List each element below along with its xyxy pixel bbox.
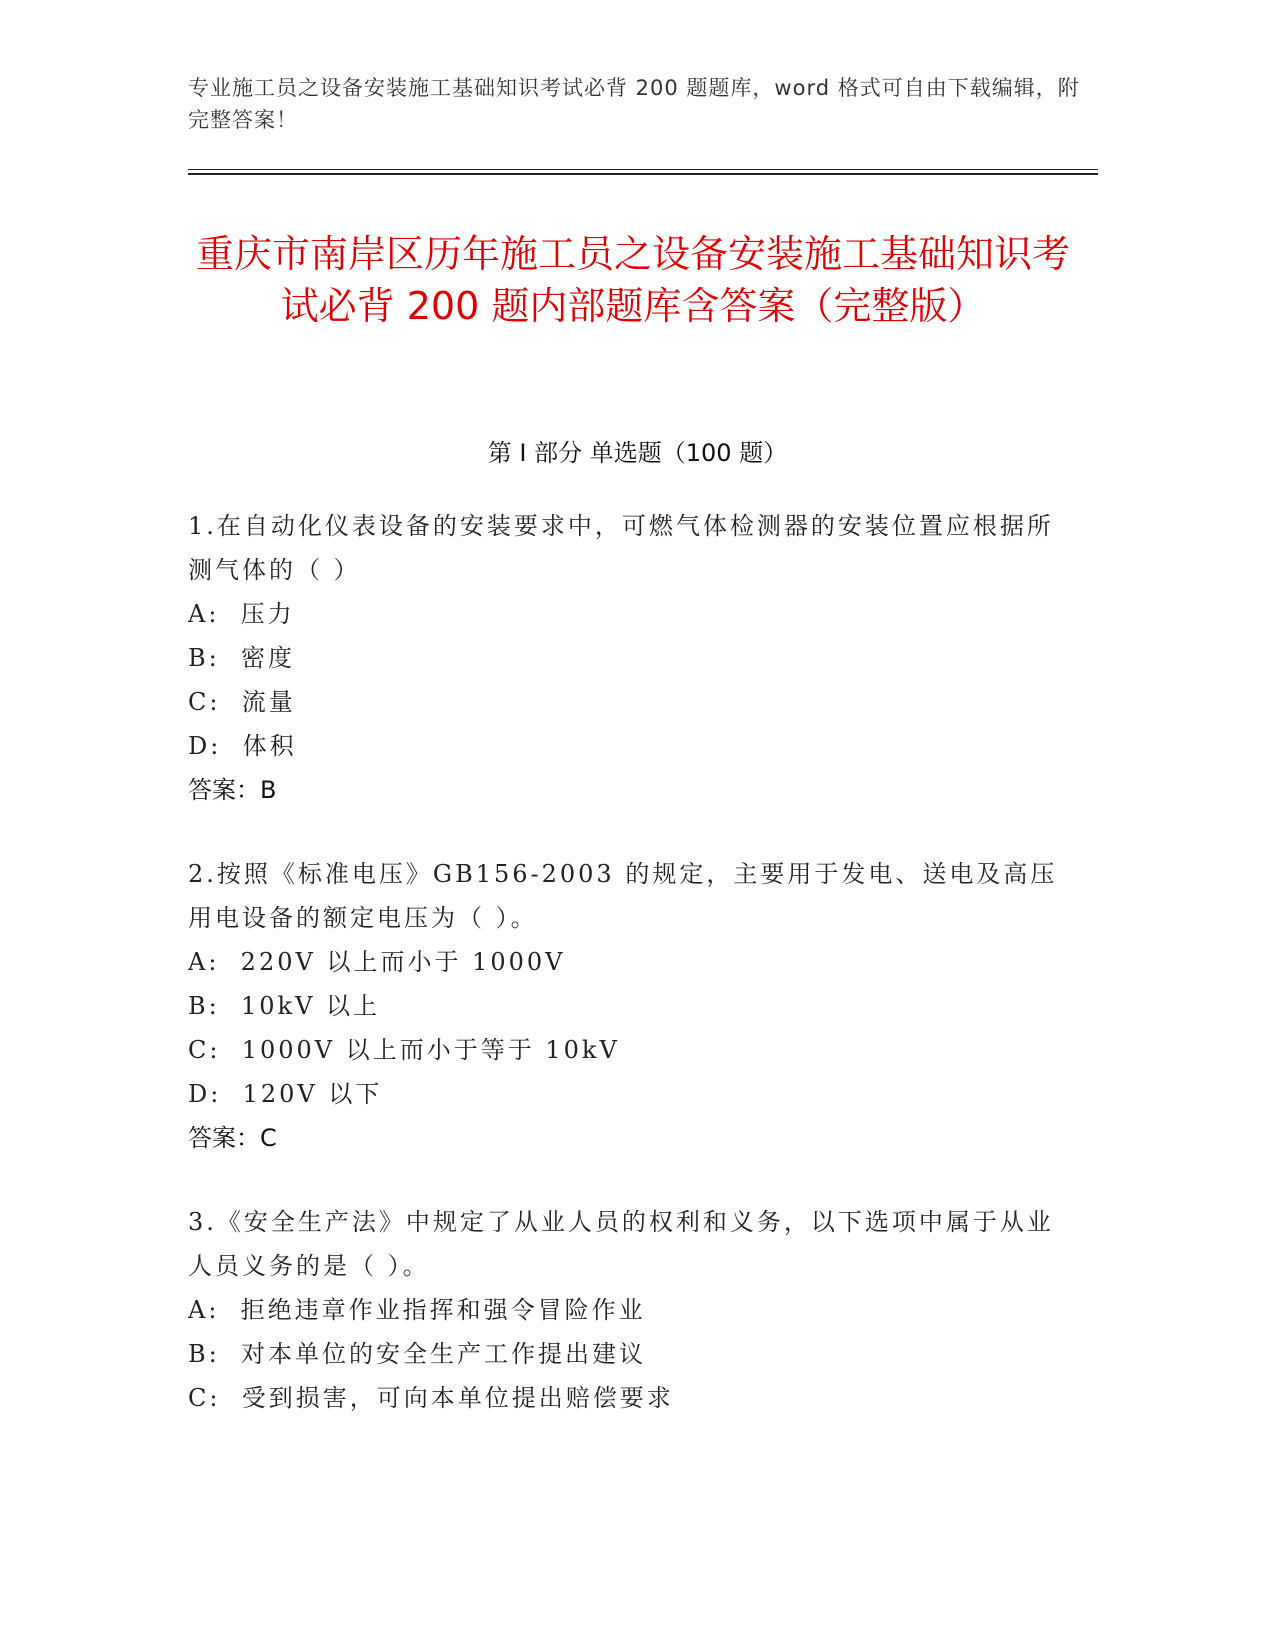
- question-3: [188, 1200, 1068, 1420]
- question-stem: 3.《安全生产法》中规定了从业人员的权利和义务，以下选项中属于从业人员义务的是（ ）。: [188, 1208, 1054, 1280]
- option-d: D: 120V 以下: [188, 1080, 383, 1108]
- header-rule-top: [188, 169, 1098, 170]
- header-note: 专业施工员之设备安装施工基础知识考试必背 200 题题库，word 格式可自由下载编辑，附完整答案！: [188, 76, 1080, 132]
- option-a: A: 220V 以上而小于 1000V: [188, 948, 566, 976]
- section-title: 第 I 部分 单选题（100 题）: [487, 439, 788, 467]
- question-stem: 1.在自动化仪表设备的安装要求中，可燃气体检测器的安装位置应根据所测气体的（ ）: [188, 512, 1054, 584]
- answer: 答案：B: [188, 776, 277, 804]
- option-c: C: 流量: [188, 688, 296, 716]
- question-stem: 2.按照《标准电压》GB156-2003 的规定，主要用于发电、送电及高压用电设备的额定电压为（ ）。: [188, 860, 1058, 932]
- question-1: [188, 504, 1068, 812]
- option-c: C: 1000V 以上而小于等于 10kV: [188, 1036, 620, 1064]
- option-d: D: 体积: [188, 732, 297, 760]
- option-b: B: 10kV 以上: [188, 992, 381, 1020]
- question-2: [188, 852, 1068, 1160]
- answer: 答案：C: [188, 1124, 277, 1152]
- option-a: A: 拒绝违章作业指挥和强令冒险作业: [188, 1296, 646, 1324]
- option-b: B: 密度: [188, 644, 295, 672]
- option-c: C: 受到损害，可向本单位提出赔偿要求: [188, 1384, 674, 1412]
- option-a: A: 压力: [188, 600, 295, 628]
- header-rule-bottom: [188, 173, 1098, 175]
- option-b: B: 对本单位的安全生产工作提出建议: [188, 1340, 646, 1368]
- document-title: 重庆市南岸区历年施工员之设备安装施工基础知识考试必背 200 题内部题库含答案（完整版）: [195, 232, 1070, 328]
